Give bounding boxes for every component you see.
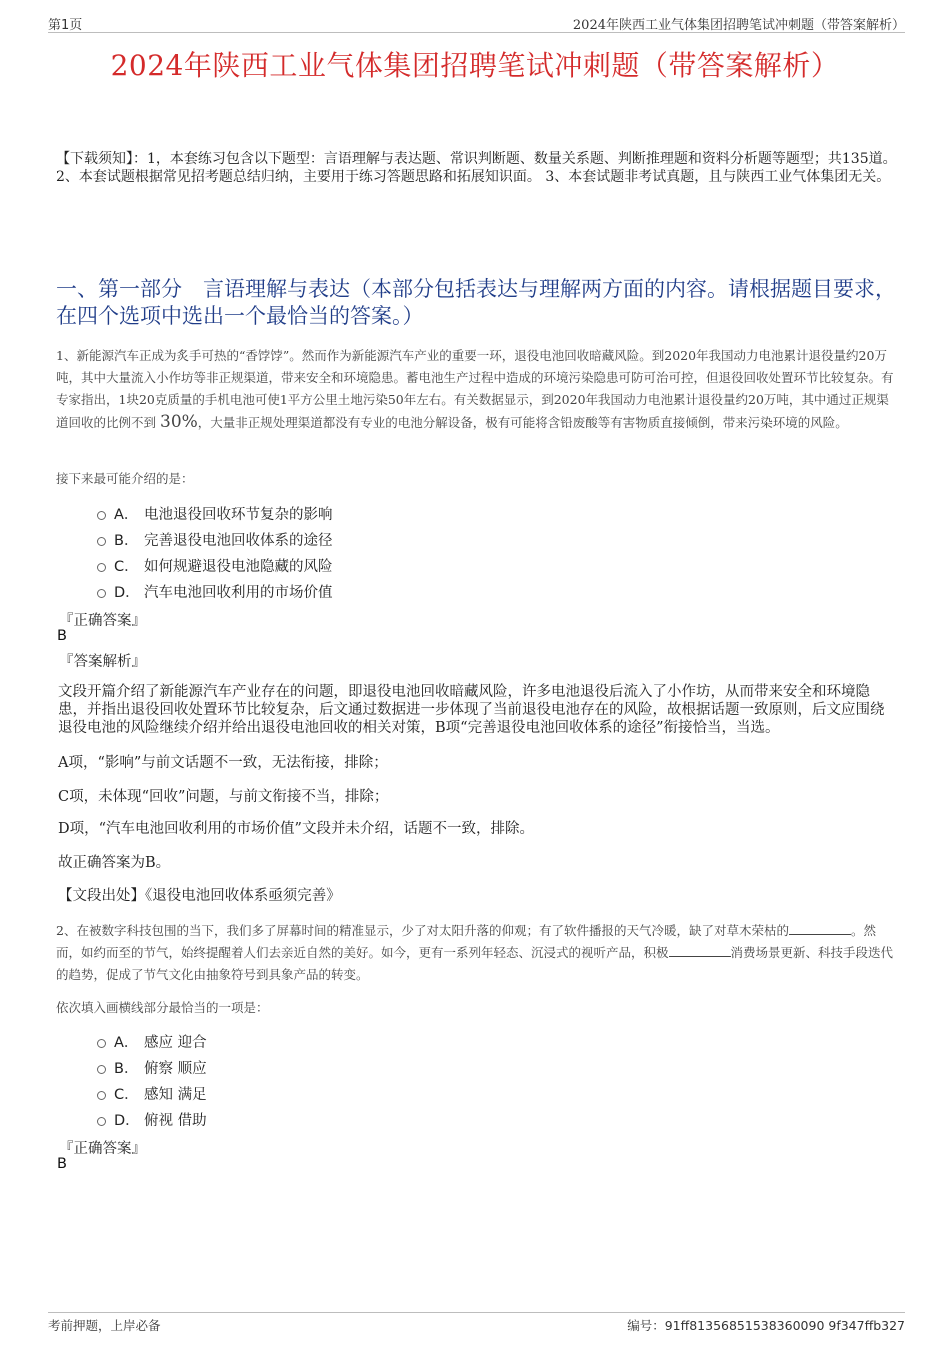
analysis-option-c: C项，未体现“回收”问题，与前文衔接不当，排除；	[58, 789, 389, 805]
page-footer	[48, 1312, 905, 1335]
radio-icon[interactable]	[97, 1039, 106, 1048]
question-2-options	[97, 1028, 207, 1132]
question-1-options	[97, 500, 333, 604]
question-1-text-b: ，大量非正规处理渠道都没有专业的电池分解设备，极有可能将含铅废酸等有害物质直接倾倒，带来污染环境的风险。	[197, 415, 848, 430]
radio-icon[interactable]	[97, 563, 106, 572]
question-2-text: 2、在被数字科技包围的当下，我们多了屏幕时间的精准显示，少了对太阳升落的仰观；有了软件播报的天气冷暖，缺了对草木荣枯的 。然而，如约而至的节气，始终提醒着人们去亲近自然的美好。如今，更有一系列年轻态、沉浸式的视听产品，积极 消费场景更新、科技手段迭代的趋势，促成了节气文化由抽象符号到具象产品的转变。	[56, 923, 894, 982]
answer-value: B	[57, 628, 67, 644]
analysis-paragraph: 文段开篇介绍了新能源汽车产业存在的问题，即退役电池回收暗藏风险，许多电池退役后流入了小作坊，从而带来安全和环境隐患，并指出退役回收处置环节比较复杂，后文通过数据进一步体现了当前退役电池存在的风险，故根据话题一致原则，后文应围绕退役电池的风险继续介绍并给出退役电池回收的相关对策，B项“完善退役电池回收体系的途径”衔接恰当，当选。	[58, 684, 885, 736]
page-header	[48, 12, 905, 33]
analysis-label: 『答案解析』	[59, 654, 146, 670]
fill-blank	[669, 944, 731, 957]
radio-icon[interactable]	[97, 1117, 106, 1126]
download-notice: 【下载须知】：1，本套练习包含以下题型：言语理解与表达题、常识判断题、数量关系题、判断推理题和资料分析题等题型；共135道。 2、本套试题根据常见招考题总结归纳，主要用于练习答题思路和拓展知识面。 3、本套试题非考试真题，且与陕西工业气体集团无关。	[56, 151, 897, 185]
option-b[interactable]: B． 俯察 顺应	[97, 1054, 207, 1080]
radio-icon[interactable]	[97, 1065, 106, 1074]
analysis-option-a: A项，“影响”与前文话题不一致，无法衔接，排除；	[58, 755, 388, 771]
fill-blank	[789, 922, 851, 935]
radio-icon[interactable]	[97, 589, 106, 598]
footer-slogan: 考前押题，上岸必备	[48, 1318, 161, 1333]
answer-label: 『正确答案』	[59, 1141, 146, 1157]
page-number: 第1页	[48, 18, 83, 33]
option-c[interactable]: C． 如何规避退役电池隐藏的风险	[97, 552, 333, 578]
question-1-percent: 30%	[160, 412, 198, 432]
header-doc-title: 2024年陕西工业气体集团招聘笔试冲刺题（带答案解析）	[572, 18, 905, 33]
radio-icon[interactable]	[97, 537, 106, 546]
option-b[interactable]: B． 完善退役电池回收体系的途径	[97, 526, 333, 552]
question-1-prompt: 接下来最可能介绍的是：	[56, 471, 194, 486]
question-1-text-a: 1、新能源汽车正成为炙手可热的“香饽饽”。然而作为新能源汽车产业的重要一环，退役电池回收暗藏风险。到2020年我国动力电池累计退役量约20万吨，其中大量流入小作坊等非正规渠道，带来安全和环境隐患。蓄电池生产过程中造成的环境污染隐患可防可治可控，但退役回收处置环节比较复杂。有专家指出，1块20克质量的手机电池可使1平方公里土地污染50年左右。有关数据显示，到2020年我国动力电池累计退役量约20万吨，其中通过正规渠道回收的比例不到	[56, 348, 894, 430]
page-title: 2024年陕西工业气体集团招聘笔试冲刺题（带答案解析）	[110, 49, 840, 82]
analysis-option-d: D项，“汽车电池回收利用的市场价值”文段并未介绍，话题不一致，排除。	[58, 821, 534, 837]
analysis-conclusion: 故正确答案为B。	[58, 855, 171, 871]
option-a[interactable]: A． 电池退役回收环节复杂的影响	[97, 500, 333, 526]
answer-value: B	[57, 1156, 67, 1172]
option-c[interactable]: C． 感知 满足	[97, 1080, 207, 1106]
option-d[interactable]: D． 俯视 借助	[97, 1106, 207, 1132]
question-1-text	[56, 345, 898, 434]
analysis-source: 【文段出处】《退役电池回收体系亟须完善》	[58, 888, 341, 904]
section-heading: 一、第一部分 言语理解与表达（本部分包括表达与理解两方面的内容。请根据题目要求，在四个选项中选出一个最恰当的答案。）	[56, 277, 896, 328]
option-d[interactable]: D． 汽车电池回收利用的市场价值	[97, 578, 333, 604]
radio-icon[interactable]	[97, 1091, 106, 1100]
radio-icon[interactable]	[97, 511, 106, 520]
footer-doc-id: 编号：91ff81356851538360090 9f347ffb327	[627, 1318, 905, 1333]
option-a[interactable]: A． 感应 迎合	[97, 1028, 207, 1054]
answer-label: 『正确答案』	[59, 613, 146, 629]
question-2-prompt: 依次填入画横线部分最恰当的一项是：	[56, 1000, 269, 1015]
